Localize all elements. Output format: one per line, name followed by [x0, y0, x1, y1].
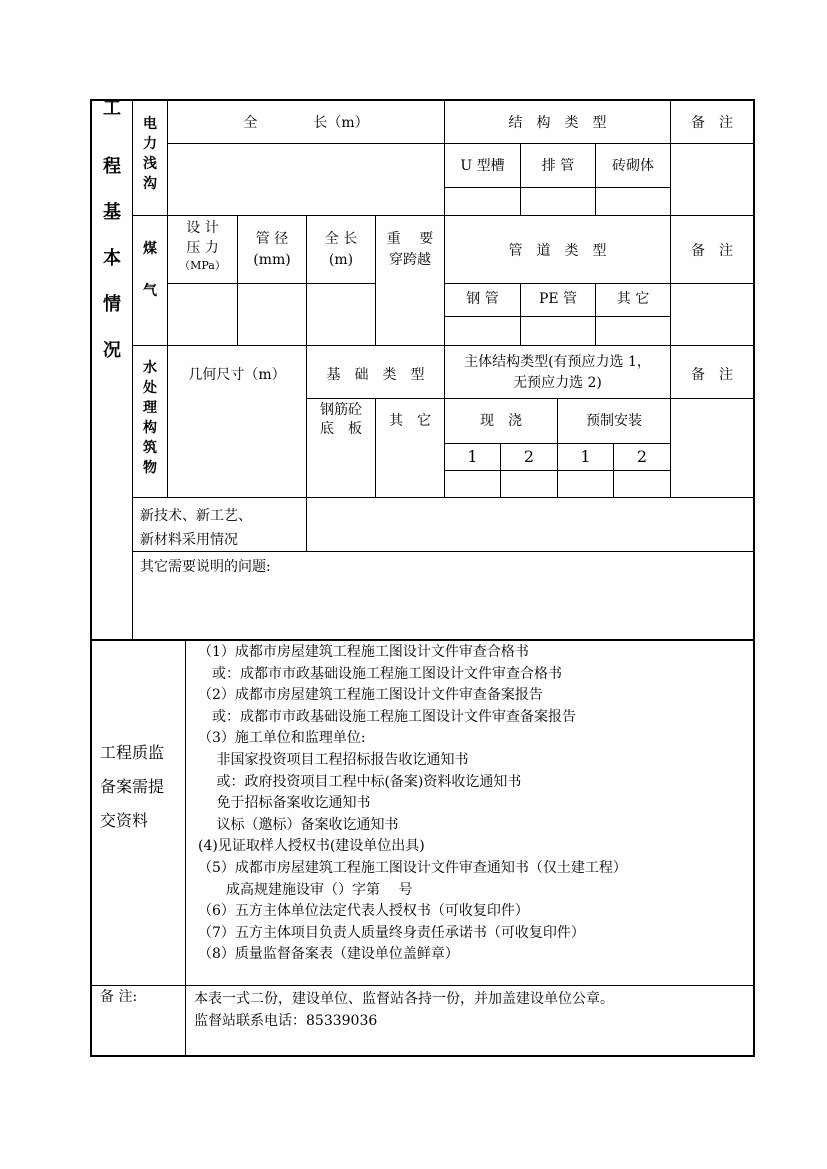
quality-items-list: [198, 642, 627, 966]
gas-type-pe: PE 管: [538, 291, 578, 307]
quality-label: 工程质监 备案需提 交资料: [100, 743, 165, 830]
other-issues-label: 其它需要说明的问题:: [140, 559, 271, 575]
list-item: 或：成都市市政基础设施工程施工图设计文件审查备案报告: [198, 708, 576, 725]
power-type-duct: 排 管: [541, 158, 575, 174]
water-option-4: 2: [636, 447, 648, 466]
water-other: 其 它: [389, 413, 431, 429]
list-item: （6）五方主体单位法定代表人授权书（可收复印件）: [198, 903, 529, 920]
gas-major-crossing: 重 要 穿跨越: [386, 231, 434, 268]
water-precast: 预制安装: [586, 413, 642, 429]
water-label: 水 处 理 构 筑 物: [143, 360, 157, 476]
gas-type-other: 其 它: [616, 291, 650, 307]
power-remark-header: 备 注: [691, 115, 733, 131]
power-length-header: 全 长（m）: [243, 115, 369, 131]
gas-type-steel: 钢 管: [466, 291, 499, 307]
water-main-structure: 主体结构类型(有预应力选 1， 无预应力选 2): [464, 354, 651, 391]
list-item: 或：政府投资项目工程中标(备案)资料收讫通知书: [198, 773, 522, 790]
gas-pipe-type-header: 管 道 类 型: [508, 243, 607, 259]
power-type-u: U 型槽: [460, 158, 505, 174]
water-option-1: 1: [467, 447, 478, 466]
gas-label: 煤 气: [143, 241, 157, 299]
remarks-label: 备 注:: [100, 989, 138, 1005]
water-cast-in-place: 现 浇: [480, 413, 522, 429]
list-item: 非国家投资项目工程招标报告收讫通知书: [198, 751, 469, 768]
gas-design-pressure: 设 计 压 力 （MPa）: [179, 220, 226, 272]
water-geometry: 几何尺寸（m）: [188, 367, 286, 383]
list-item: （7）五方主体项目负责人质量终身责任承诺书（可收复印件）: [198, 924, 585, 941]
gas-total-length: 全 长 (m): [324, 231, 358, 268]
list-item: （2）成都市房屋建筑工程施工图设计文件审查备案报告: [198, 687, 543, 704]
remarks-text: 本表一式二份，建设单位、监督站各持一份，并加盖建设单位公章。 监督站联系电话：85339036: [194, 991, 614, 1029]
power-type-brick: 砖砌体: [612, 158, 654, 174]
section-title: 工 程 基 本 情 况: [103, 98, 121, 361]
list-item: 或：成都市市政基础设施工程施工图设计文件审查合格书: [198, 665, 562, 682]
list-item: （8）质量监督备案表（建设单位盖鲜章）: [198, 946, 459, 963]
list-item: （1）成都市房屋建筑工程施工图设计文件审查合格书: [198, 644, 529, 660]
list-item: 成高规建施设审（）字第 号: [198, 881, 413, 898]
gas-pipe-diameter: 管 径 (mm): [253, 231, 291, 268]
water-rebar-slab: 钢筋砼 底 板: [320, 402, 362, 437]
power-label: 电 力 浅 沟: [143, 116, 157, 192]
list-item: （3）施工单位和监理单位:: [198, 730, 366, 747]
list-item: （5）成都市房屋建筑工程施工图设计文件审查通知书（仅土建工程）: [198, 859, 627, 876]
water-option-2: 2: [523, 447, 535, 466]
water-remark-header: 备 注: [691, 367, 733, 383]
water-foundation-type: 基 础 类 型: [326, 367, 425, 383]
water-option-3: 1: [580, 447, 591, 466]
list-item: (4)见证取样人授权书(建设单位出具): [198, 838, 425, 855]
gas-remark-header: 备 注: [691, 243, 733, 259]
power-structure-header: 结 构 类 型: [508, 115, 607, 131]
list-item: 议标（邀标）备案收讫通知书: [198, 816, 399, 833]
new-tech-label: 新技术、新工艺、 新材料采用情况: [140, 508, 252, 548]
list-item: 免于招标备案收讫通知书: [198, 795, 371, 812]
